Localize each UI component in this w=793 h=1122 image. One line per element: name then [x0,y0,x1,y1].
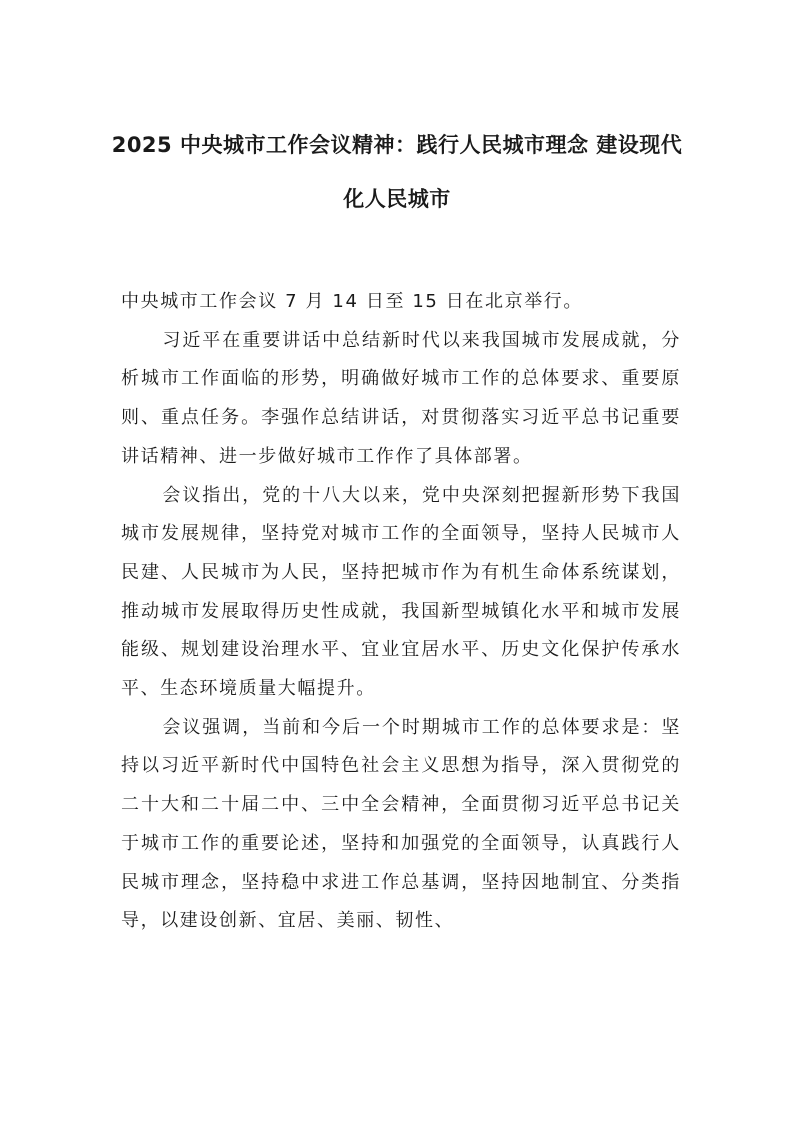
paragraph-meeting-date: 中央城市工作会议 7 月 14 日至 15 日在北京举行。 [121,291,583,312]
document-title: 2025 中央城市工作会议精神：践行人民城市理念 建设现代化人民城市 [111,133,683,211]
document-body [121,283,681,941]
paragraph-requirements: 会议强调，当前和今后一个时期城市工作的总体要求是：坚持以习近平新时代中国特色社会主义思想为指导，深入贯彻党的二十大和二十届二中、三中全会精神，全面贯彻习近平总书记关于城市工作的重要论述，坚持和加强党的全面领导，认真践行人民城市理念，坚持稳中求进工作总基调，坚持因地制宜、分类指导，以建设创新、宜居、美丽、韧性、 [121,716,681,932]
paragraph-achievements: 会议指出，党的十八大以来，党中央深刻把握新形势下我国城市发展规律，坚持党对城市工作的全面领导，坚持人民城市人民建、人民城市为人民，坚持把城市作为有机生命体系统谋划，推动城市发展取得历史性成就，我国新型城镇化水平和城市发展能级、规划建设治理水平、宜业宜居水平、历史文化保护传承水平、生态环境质量大幅提升。 [121,484,681,700]
paragraph-speech-summary: 习近平在重要讲话中总结新时代以来我国城市发展成就，分析城市工作面临的形势，明确做好城市工作的总体要求、重要原则、重点任务。李强作总结讲话，对贯彻落实习近平总书记重要讲话精神、进一步做好城市工作作了具体部署。 [121,329,681,467]
